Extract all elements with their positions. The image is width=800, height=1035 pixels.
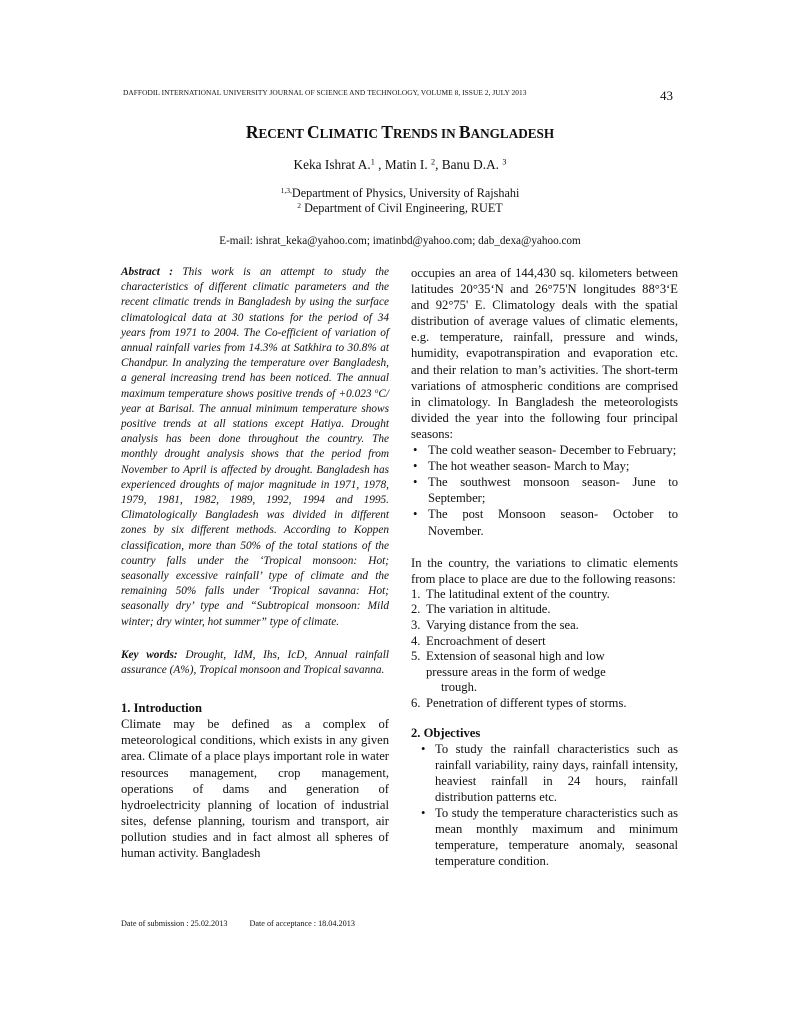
item-text: Varying distance from the sea. (426, 617, 579, 632)
title-t-rest: RENDS IN (392, 126, 459, 141)
affiliation-line (0, 201, 800, 216)
email-line: E-mail: ishrat_keka@yahoo.com; imatinbd@yahoo.com; dab_dexa@yahoo.com (219, 235, 581, 247)
item-text: Extension of seasonal high and low (426, 649, 605, 664)
journal-header: DAFFODIL INTERNATIONAL UNIVERSITY JOURNAL OF SCIENCE AND TECHNOLOGY, VOLUME 8, ISSUE 2, JULY 2013 (123, 88, 527, 97)
keywords (121, 648, 389, 678)
list-item: • To study the rainfall characteristics such as rainfall variability, rainy days, rainfall intensity, heaviest rainfall in 24 hours, rainfall distribution patterns etc. (411, 741, 678, 805)
list-item (411, 602, 678, 618)
item-text: Penetration of different types of storms. (426, 695, 627, 710)
item-text: The latitudinal extent of the country. (426, 586, 610, 601)
seasons-list (411, 442, 678, 539)
affiliation-superscript: 1,3, (280, 185, 292, 195)
list-item: • The hot weather season- March to May; (411, 458, 678, 474)
list-item (411, 587, 678, 603)
introduction-heading: 1. Introduction (121, 701, 202, 716)
objectives-heading: 2. Objectives (411, 725, 481, 740)
abstract-label: Abstract : (121, 266, 183, 278)
submission-dates (121, 919, 355, 928)
area-paragraph: occupies an area of 144,430 sq. kilometers between latitudes 20°35‘N and 26°75'N longitudes 88°3‘E and 92°75' E. Climatology deals with the spatial distribution of average values of climatic elements, e.g. temperature, rainfall, pressure and winds, humidity, evapotranspiration and evaporation etc. and their relation to man’s activities. The short-term variations of atmospheric conditions are comprised in climatology. In Bangladesh the meteorologists divided the year into the following four principal seasons: (411, 266, 678, 441)
abstract-text-a: This work is an attempt to study the characteristics of different climatic parameters and the recent climatic trends in Bangladesh by using the surface climatological data at 30 stations for the period of 34 years from 1971 to 2004. The Co-efficient of variation of annual rainfall varies from 14.3% at Satkhira to 30.8% at Chandpur. In analyzing the temperature over Bangladesh, a general increasing trend has been noticed. The annual maximum temperature shows positive trends of +0.023 (121, 266, 390, 400)
degree-superscript: o (374, 386, 379, 395)
title-b-rest: ANGLADESH (470, 126, 555, 141)
list-item (411, 649, 678, 696)
title-b: B (458, 122, 471, 142)
abstract (121, 265, 389, 630)
keywords-text: Drought, IdM, Ihs, IcD, Annual rainfall assurance (A%), Tropical monsoon and Tropical savanna. (121, 648, 389, 677)
right-column (411, 265, 678, 869)
title-c-rest: LIMATIC (319, 126, 382, 141)
affiliation-text: Department of Physics, University of Rajshahi (291, 186, 520, 200)
list-item (411, 634, 678, 650)
list-item (411, 696, 678, 712)
objectives-list (411, 741, 678, 870)
abstract-text-b: C/ year at Barisal. The annual minimum temperature shows positive trends at all stations except Hatiya. Drought analysis has been done throughout the country. The monthly drought analysis shows that the period from November to April is affected by drought. Bangladesh has experienced droughts of major magnitude in 1971, 1978, 1979, 1981, 1982, 1989, 1992, 1994 and 1995. Climatologically Bangladesh was divided in different zones by six different methods. According to Koppen classification, more than 50% of the total stations of the country falls under the ‘Tropical monsoon: Hot; seasonally excessive rainfall’ type of climate and the remaining 50% falls under ‘Tropical savanna: Hot; seasonally dry’ type and “Subtropical monsoon: Mild winter; dry winter, hot summer” type of climate. (121, 387, 389, 628)
author-name: Banu D.A. (441, 157, 503, 172)
paper-title (0, 122, 800, 143)
item-number: 2. (411, 602, 421, 617)
item-number: 5. (411, 649, 421, 664)
item-number: 1. (411, 586, 421, 601)
affiliation-line (0, 186, 800, 201)
author-name: Keka Ishrat A. (293, 157, 371, 172)
item-text: The variation in altitude. (426, 602, 551, 617)
author-list (0, 157, 800, 173)
title-c: C (306, 122, 320, 142)
list-item: • The cold weather season- December to February; (411, 442, 678, 458)
item-number: 3. (411, 617, 421, 632)
author-superscript: 2 (430, 157, 436, 167)
list-item (411, 618, 678, 634)
item-text: Encroachment of desert (426, 633, 546, 648)
author-separator: , (435, 157, 442, 172)
list-item: • The post Monsoon season- October to November. (411, 506, 678, 538)
affiliation-text: Department of Civil Engineering, RUET (301, 201, 503, 215)
author-separator: , (374, 157, 385, 172)
submission-date: Date of submission : 25.02.2013 (121, 919, 228, 928)
left-column (121, 265, 389, 861)
reasons-list (411, 587, 678, 712)
title-t: T (381, 122, 393, 142)
keywords-label: Key words: (121, 648, 186, 661)
item-continuation: trough. (441, 680, 478, 695)
author-name: Matin I. (384, 157, 431, 172)
title-r: R (245, 122, 259, 142)
item-number: 4. (411, 633, 421, 648)
list-item: • To study the temperature characteristics such as mean monthly maximum and minimum temperature, temperature anomaly, seasonal temperature condition. (411, 805, 678, 869)
acceptance-date: Date of acceptance : 18.04.2013 (249, 919, 355, 928)
reasons-intro: In the country, the variations to climatic elements from place to place are due to the following reasons: (411, 555, 678, 586)
title-r-rest: ECENT (258, 126, 307, 141)
author-superscript: 3 (502, 157, 507, 167)
page-number: 43 (660, 88, 673, 103)
item-continuation: pressure areas in the form of wedge (426, 664, 606, 679)
affiliation-superscript: 2 (297, 200, 302, 210)
list-item: • The southwest monsoon season- June to September; (411, 474, 678, 506)
affiliations (0, 186, 800, 216)
introduction-text: Climate may be defined as a complex of meteorological conditions, which exists in any given area. Climate of a place plays important role in water resources management, crop management, operations of dams and generation of hydroelectricity planning of location of industrial sites, defense planning, tourism and transport, air pollution studies and in fact almost all spheres of human activity. Bangladesh (121, 717, 389, 861)
author-superscript: 1 (370, 157, 375, 167)
item-number: 6. (411, 695, 421, 710)
